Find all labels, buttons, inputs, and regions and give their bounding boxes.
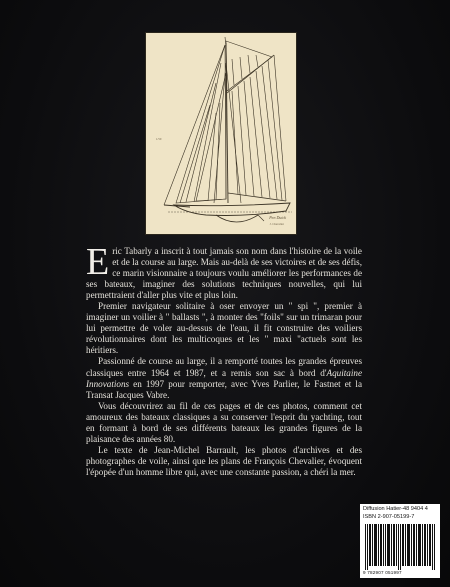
barcode-label	[360, 504, 440, 578]
sailplan-plate	[146, 33, 296, 234]
paragraph-1: Eric Tabarly a inscrit à tout jamais son nom dans l'histoire de la voile et de la course au large. Mais au-delà de ses victoires et de ses défis, ce marin visionnaire a toujours voulu améliorer les performances de ses bateaux, imaginer des solutions techniques nouvelles, qui lui permettraient d'aller plus vite et plus loin.	[86, 241, 362, 301]
isbn-line: ISBN 2-907-05199-7	[363, 514, 415, 520]
paragraph-3: Passionné de course au large, il a remporté toutes les grandes épreuves classiques entre 1964 et 1987, et a remis son sac à bord d'Aquitaine Innovations en 1997 pour remporter, avec Yves Parlier, le Fastnet et la Transat Jacques Vabre.	[86, 356, 362, 400]
paragraph-4: Vous découvrirez au fil de ces pages et de ces photos, comment cet amoureux des bateaux classiques a su conserver l'esprit du yachting, tout en formant à bord de ses différents bateaux les grandes figures de la plaisance des années 80.	[86, 400, 362, 444]
plate-scale-label: 1/50	[156, 137, 162, 141]
paragraph-5: Le texte de Jean-Michel Barrault, les photos d'archives et des photographes de voile, ainsi que les plans de François Chevalier, évoquent l'épopée d'un homme libre qui, avec une constante passion, a chéri la mer.	[86, 444, 362, 477]
boat-name: Aquitaine Innovations	[86, 367, 362, 389]
plate-signature: J. Chevalier	[269, 222, 284, 226]
drop-cap: E	[86, 241, 110, 283]
sailplan-drawing	[146, 33, 296, 234]
barcode-digits: 9 782907 051997	[363, 570, 402, 575]
plate-caption: Pen Duick	[269, 215, 286, 220]
paragraph-2: Premier navigateur solitaire à oser envoyer un " spi ", premier à imaginer un voilier à " ballasts ", à monter des "foils" sur un trimaran pour lui permettre de voler au-dessus de l'eau, il fit construire des voiliers révolutionnaires dont les multicoques et les " maxi "actuels sont les héritiers.	[86, 301, 362, 356]
distributor-line: Diffusion Hatier-48 9404 4	[363, 506, 428, 512]
back-cover-text	[86, 241, 362, 478]
barcode-icon	[363, 524, 437, 570]
